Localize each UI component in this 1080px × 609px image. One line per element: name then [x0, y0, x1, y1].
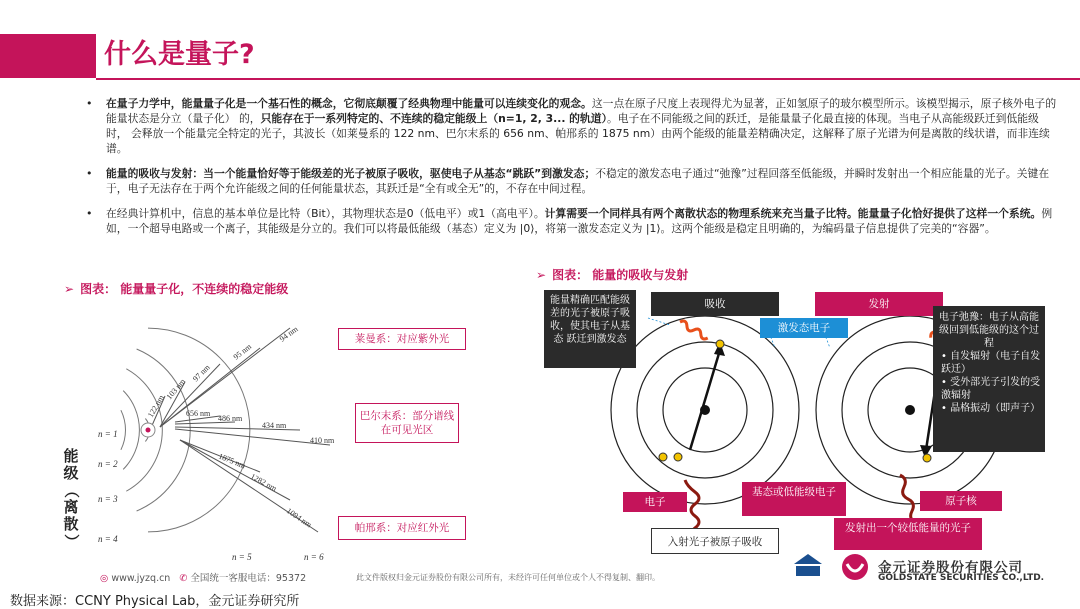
wl-95: 95 nm: [231, 342, 254, 362]
wl-1875: 1875 nm: [217, 451, 247, 471]
relaxation-box: [933, 306, 1045, 452]
nucleus-label: 原子核: [920, 491, 1002, 511]
relax-item-2: • 受外部光子引发的受激辐射: [941, 377, 1041, 401]
wl-94: 94 nm: [277, 324, 300, 344]
bullet-3-bold: 计算需要一个同样具有两个离散状态的物理系统来充当量子比特。能量量子化恰好提供了这样一个系统。: [544, 207, 1042, 220]
energy-level-diagram: [60, 300, 360, 562]
left-figure-caption: [64, 280, 288, 297]
n-label-5: n = 5: [232, 552, 252, 562]
electron-label: 电子: [623, 492, 687, 512]
excited-electron-dot: [716, 340, 724, 348]
globe-icon: ◎: [100, 573, 109, 584]
title-underline: [96, 78, 1080, 80]
wl-486: 486 nm: [218, 414, 243, 423]
absorb-explain-box: 能量精确匹配能级差的光子被原子吸收，使其电子从基态 跃迁到激发态: [544, 290, 636, 368]
excited-electron-label: 激发态电子: [760, 318, 848, 338]
relaxation-title: 电子弛豫：电子从高能级回到低能级的这个过程: [939, 312, 1039, 349]
page-title: 什么是量子?: [104, 39, 255, 70]
n-label-1: n = 1: [98, 429, 118, 439]
emit-label: 发射: [815, 292, 943, 316]
company-name-en: GOLDSTATE SECURITIES CO.,LTD.: [878, 573, 1045, 583]
incident-photon-label: 入射光子被原子吸收: [651, 528, 779, 554]
lyman-series-box: 莱曼系：对应紫外光: [338, 328, 466, 350]
relax-item-3: • 晶格振动（即声子）: [941, 403, 1041, 414]
absorb-label: 吸收: [651, 292, 779, 316]
nucleus-dot: [146, 428, 151, 433]
absorb-photon-wave: [679, 319, 710, 340]
bullet-3-text-b: 例如，一个超导电路或一个离子，其能级是分立的。我们可以将最低能级（基态）定义为 |0⟩，将第一激发态定义为 |1⟩。这两个能级是稳定且明确的，为编码量子信息提供了完美的“容器”。: [106, 207, 1053, 235]
bullet-1-text-b: 。电子在不同能级之间的跃迁，是能量量子化最直接的体现。当电子从高能级跃迁到低能级时， 会释放一个能量完全特定的光子，其波长（如莱曼系的 122 nm、巴尔末系的 656 nm、帕邢系的 1875 nm）由两个能级的能量差精确决定，这解释了原子光谱为何是离散的线状谱，而非连续谱。: [106, 112, 1050, 155]
absorb-jump-arrow: [690, 350, 720, 450]
relax-item-1: • 自发辐射（电子自发跃迁）: [941, 351, 1041, 375]
bullet-1-text-a: 这一点在原子尺度上表现得尤为显著，正如氢原子的玻尔模型所示。该模型揭示，原子核外电子的能量状态是分立（量子化） 的，: [106, 97, 1057, 125]
footer-contact: [100, 570, 306, 584]
balmer-line-410: [175, 429, 330, 445]
footer-hotline: 全国统一客服电话：95372: [190, 573, 307, 584]
footer-site[interactable]: www.jyzq.cn: [111, 573, 171, 584]
n-label-2: n = 2: [98, 459, 118, 469]
right-figure-caption: [536, 266, 688, 283]
emitted-photon-wave: [900, 475, 916, 523]
emitted-photon-label: 发射出一个较低能量的光子: [834, 518, 982, 550]
wl-1282: 1282 nm: [249, 471, 279, 494]
n-label-4: n = 4: [98, 534, 118, 544]
footer-copyright: 此文件版权归金元证券股份有限公司所有，未经许可任何单位或个人不得复制、翻印。: [356, 573, 660, 582]
paschen-series-box: 帕邢系：对应红外光: [338, 516, 466, 540]
n-label-6: n = 6: [304, 552, 324, 562]
balmer-series-box: 巴尔末系：部分谱线在可见光区: [355, 403, 459, 443]
partner-logo: [792, 552, 824, 582]
orbit-arc-2: [121, 410, 126, 450]
title-accent-bar: [0, 34, 96, 78]
phone-icon: ✆: [179, 573, 188, 584]
left-electron-dot: [674, 453, 682, 461]
bullet-1-bold-a: 在量子力学中，能量量子化是一个基石性的概念，它彻底颠覆了经典物理中能量可以连续变化的观念。: [106, 97, 592, 110]
wl-103: 103 nm: [164, 376, 188, 402]
right-caption-text: 图表： 能量的吸收与发射: [552, 268, 689, 282]
bullet-3-text-a: 在经典计算机中，信息的基本单位是比特（Bit），其物理状态是0（低电平）或1（高电平）。: [106, 207, 545, 220]
ground-state-electron-label: 基态或低能级电子: [742, 482, 846, 516]
wl-410: 410 nm: [310, 436, 335, 445]
bullet-qubit: [96, 206, 1060, 236]
company-name-cn: 金元证券股份有限公司: [878, 560, 1023, 576]
bullet-1-bold-b: 只能存在于一系列特定的、不连续的稳定能级上（n=1, 2, 3... 的轨道）: [260, 112, 607, 125]
bullet-list: [96, 96, 1060, 246]
caption-arrow-icon: ➢: [64, 282, 75, 296]
bullet-2-bold: 能量的吸收与发射：当一个能量恰好等于能级差的光子被原子吸收，驱使电子从基态“跳跃”到激发态；: [106, 167, 596, 180]
right-nucleus: [905, 405, 915, 415]
bullet-2-text: 不稳定的激发态电子通过“弛豫”过程回落至低能级，并瞬时发射出一个相应能量的光子。关键在于，电子无法存在于两个允许能级之间的任何能量状态，其跃迁是“全有或全无”的，不存在中间过程。: [106, 167, 1050, 195]
bullet-energy-quantization: [96, 96, 1060, 156]
data-source: 数据来源：CCNY Physical Lab，金元证券研究所: [10, 594, 300, 609]
wl-434: 434 nm: [262, 421, 287, 430]
caption-arrow-icon-2: ➢: [536, 268, 547, 282]
relaxation-list: [937, 350, 1041, 415]
wl-122: 122 nm: [145, 393, 166, 419]
bullet-absorption-emission: [96, 166, 1060, 196]
vertical-label-energy-level: 能 级 （ 离 散 ）: [62, 447, 81, 549]
wl-1094: 1094 nm: [284, 506, 314, 530]
left-ground-electron-dot: [659, 453, 667, 461]
left-caption-text: 图表： 能量量子化，不连续的稳定能级: [80, 282, 289, 296]
n-label-3: n = 3: [98, 494, 118, 504]
title-bar: [0, 28, 1080, 80]
company-logo: [838, 552, 872, 582]
wl-97: 97 nm: [191, 362, 212, 384]
right-ground-electron-dot: [923, 454, 931, 462]
wl-656: 656 nm: [186, 409, 211, 418]
